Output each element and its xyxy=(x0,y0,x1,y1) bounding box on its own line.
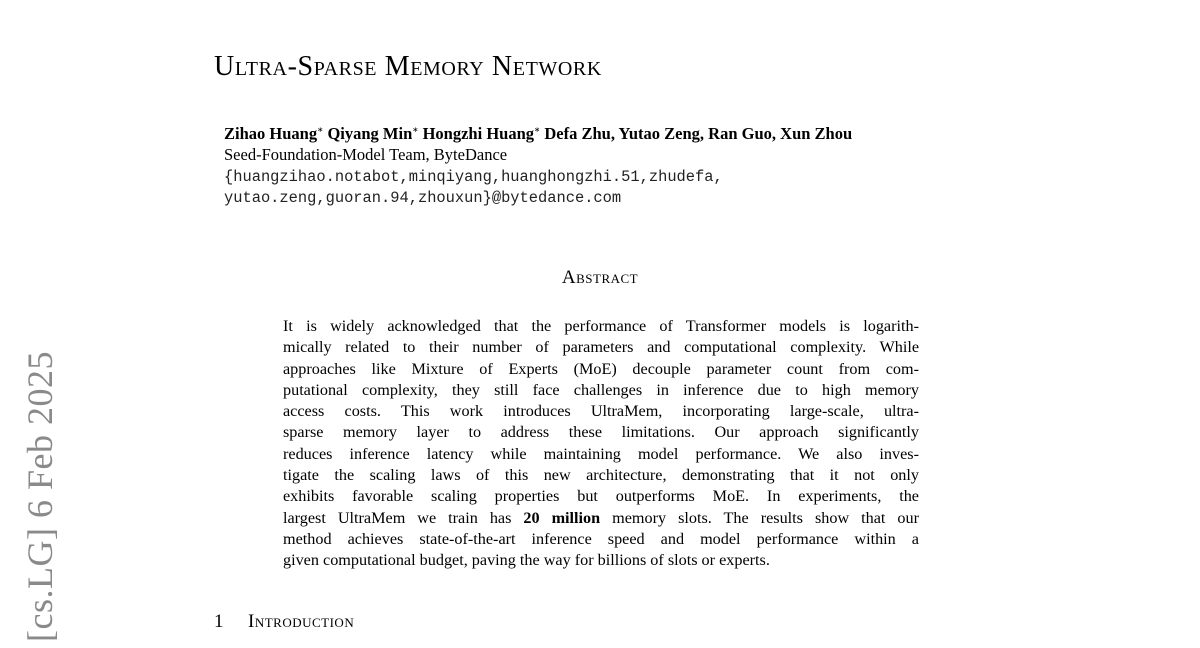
abstract-line: exhibits favorable scaling properties but outperforms MoE. In experiments, the xyxy=(283,487,919,506)
email-line: yutao.zeng,guoran.94,zhouxun}@bytedance.com xyxy=(224,189,622,207)
section-title: Introduction xyxy=(248,611,355,632)
email-line: {huangzihao.notabot,minqiyang,huanghongzhi.51,zhudefa, xyxy=(224,168,723,186)
author: Defa Zhu, xyxy=(544,124,615,143)
abstract-line: sparse memory layer to address these limitations. Our approach significantly xyxy=(283,423,919,442)
abstract-line: reduces inference latency while maintaining model performance. We also inves- xyxy=(283,444,919,463)
author: Hongzhi Huang∗ xyxy=(422,124,541,143)
author: Ran Guo, xyxy=(708,124,777,143)
section-number: 1 xyxy=(214,611,224,632)
affiliation: Seed-Foundation-Model Team, ByteDance xyxy=(224,145,508,164)
author: Qiyang Min∗ xyxy=(327,124,419,143)
abstract-line: method achieves state-of-the-art inference speed and model performance within a xyxy=(283,529,919,548)
abstract-line: approaches like Mixture of Experts (MoE) decouple parameter count from com- xyxy=(283,359,919,378)
equal-contribution-mark: ∗ xyxy=(534,124,541,135)
author: Xun Zhou xyxy=(780,124,853,143)
abstract-line: It is widely acknowledged that the performance of Transformer models is logarith- xyxy=(283,317,919,335)
abstract-line: tigate the scaling laws of this new architecture, demonstrating that it not only xyxy=(283,466,919,485)
abstract-line: access costs. This work introduces UltraMem, incorporating large-scale, ultra- xyxy=(283,402,919,421)
abstract-heading: Abstract xyxy=(561,267,639,288)
author-list xyxy=(224,124,852,144)
section-heading xyxy=(214,610,354,634)
equal-contribution-mark: ∗ xyxy=(412,124,419,135)
author-emails xyxy=(224,167,723,209)
author: Yutao Zeng, xyxy=(618,124,705,143)
abstract-line: putational complexity, they still face challenges in inference due to high memory xyxy=(283,380,919,399)
abstract-line: largest UltraMem we train has 20 million memory slots. The results show that our xyxy=(283,508,919,527)
highlighted-number: 20 million xyxy=(523,508,601,527)
abstract-line: given computational budget, paving the way for billions of slots or experts. xyxy=(283,551,770,570)
author: Zihao Huang∗ xyxy=(224,124,324,143)
abstract-line: mically related to their number of parameters and computational complexity. While xyxy=(283,338,919,357)
abstract-body xyxy=(283,316,919,572)
paper-title: Ultra-Sparse Memory Network xyxy=(214,51,602,82)
arxiv-margin-stamp: [cs.LG] 6 Feb 2025 xyxy=(20,351,60,642)
equal-contribution-mark: ∗ xyxy=(317,124,324,135)
